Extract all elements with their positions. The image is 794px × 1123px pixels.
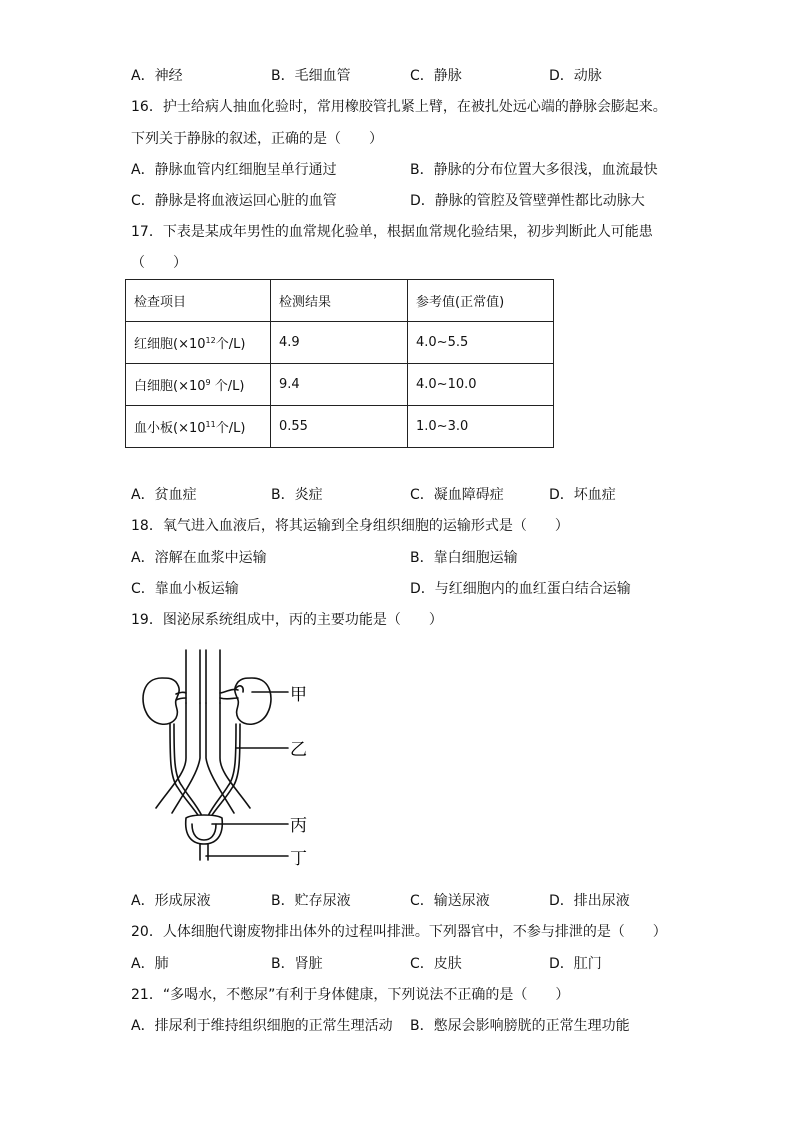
q21-option-a: A．排尿利于维持组织细胞的正常生理活动 [131, 1018, 393, 1034]
q18-option-c: C．靠血小板运输 [131, 581, 239, 597]
q20-option-d: D．肛门 [549, 956, 602, 972]
table-cell-ref: 1.0~3.0 [408, 406, 554, 448]
table-cell-result: 9.4 [271, 364, 408, 406]
q19-option-c: C．输送尿液 [410, 893, 490, 909]
q15-option-b: B．毛细血管 [271, 68, 351, 84]
q18-stem: 18．氧气进入血液后，将其运输到全身组织细胞的运输形式是（ ） [131, 518, 569, 534]
q19-option-a: A．形成尿液 [131, 893, 211, 909]
q16-option-b: B．静脉的分布位置大多很浅，血流最快 [410, 162, 658, 178]
left-renal-vessel [176, 692, 186, 694]
left-renal-vessel [176, 698, 186, 700]
table-header-row [126, 280, 554, 322]
table-row [126, 406, 554, 448]
q16-stem-line2: 下列关于静脉的叙述，正确的是（ ） [131, 131, 383, 147]
table-row [126, 322, 554, 364]
table-cell-result: 0.55 [271, 406, 408, 448]
q15-option-d: D．动脉 [549, 68, 602, 84]
table-cell-item: 白细胞($\times 10^9$ 个/L) [126, 364, 271, 406]
left-kidney [143, 678, 179, 724]
q20-option-c: C．皮肤 [410, 956, 462, 972]
q19-option-b: B．贮存尿液 [271, 893, 351, 909]
table-cell-ref: 4.0~5.5 [408, 322, 554, 364]
urinary-system-diagram [140, 648, 330, 873]
urethra [200, 844, 208, 860]
q17-option-d: D．坏血症 [549, 487, 616, 503]
q18-option-b: B．靠白细胞运输 [410, 550, 518, 566]
table-header: 检查项目 [126, 280, 271, 322]
q16-option-d: D．静脉的管腔及管壁弹性都比动脉大 [410, 193, 645, 209]
figure-label-ding: 丁 [290, 849, 307, 869]
q16-stem-line1: 16．护士给病人抽血化验时，常用橡胶管扎紧上臂，在被扎处远心端的静脉会膨起来。 [131, 99, 667, 115]
blood-test-table [125, 279, 554, 448]
aorta [206, 650, 220, 703]
table-cell-ref: 4.0~10.0 [408, 364, 554, 406]
q20-stem: 20．人体细胞代谢废物排出体外的过程叫排泄。下列器官中，不参与排泄的是（ ） [131, 924, 667, 940]
table-header: 参考值(正常值) [408, 280, 554, 322]
q17-option-a: A．贫血症 [131, 487, 197, 503]
q20-option-a: A．肺 [131, 956, 169, 972]
table-row [126, 364, 554, 406]
table-cell-item: 血小板($\times 10^{11}$个/L) [126, 406, 271, 448]
q20-option-b: B．肾脏 [271, 956, 323, 972]
figure-label-yi: 乙 [290, 740, 307, 760]
q19-option-d: D．排出尿液 [549, 893, 630, 909]
vena-cava [186, 650, 200, 703]
q15-option-c: C．静脉 [410, 68, 462, 84]
q19-stem: 19．图泌尿系统组成中，丙的主要功能是（ ） [131, 612, 443, 628]
q16-option-a: A．静脉血管内红细胞呈单行通过 [131, 162, 337, 178]
q21-stem: 21．“多喝水，不憋尿”有利于身体健康，下列说法不正确的是（ ） [131, 987, 570, 1003]
q18-option-d: D．与红细胞内的血红蛋白结合运输 [410, 581, 631, 597]
figure-label-bing: 丙 [290, 816, 307, 836]
q15-option-a: A．神经 [131, 68, 183, 84]
table-header: 检测结果 [271, 280, 408, 322]
q17-stem-line1: 17．下表是某成年男性的血常规化验单，根据血常规化验结果，初步判断此人可能患 [131, 224, 653, 240]
table-cell-result: 4.9 [271, 322, 408, 364]
q17-option-b: B．炎症 [271, 487, 323, 503]
q16-option-c: C．静脉是将血液运回心脏的血管 [131, 193, 337, 209]
q17-stem-line2: （ ） [131, 255, 187, 271]
q21-option-b: B．憋尿会影响膀胱的正常生理功能 [410, 1018, 630, 1034]
q18-option-a: A．溶解在血浆中运输 [131, 550, 267, 566]
table-cell-item: 红细胞($\times 10^{12}$个/L) [126, 322, 271, 364]
right-kidney [235, 678, 271, 724]
figure-label-jia: 甲 [290, 685, 307, 705]
q17-option-c: C．凝血障碍症 [410, 487, 504, 503]
